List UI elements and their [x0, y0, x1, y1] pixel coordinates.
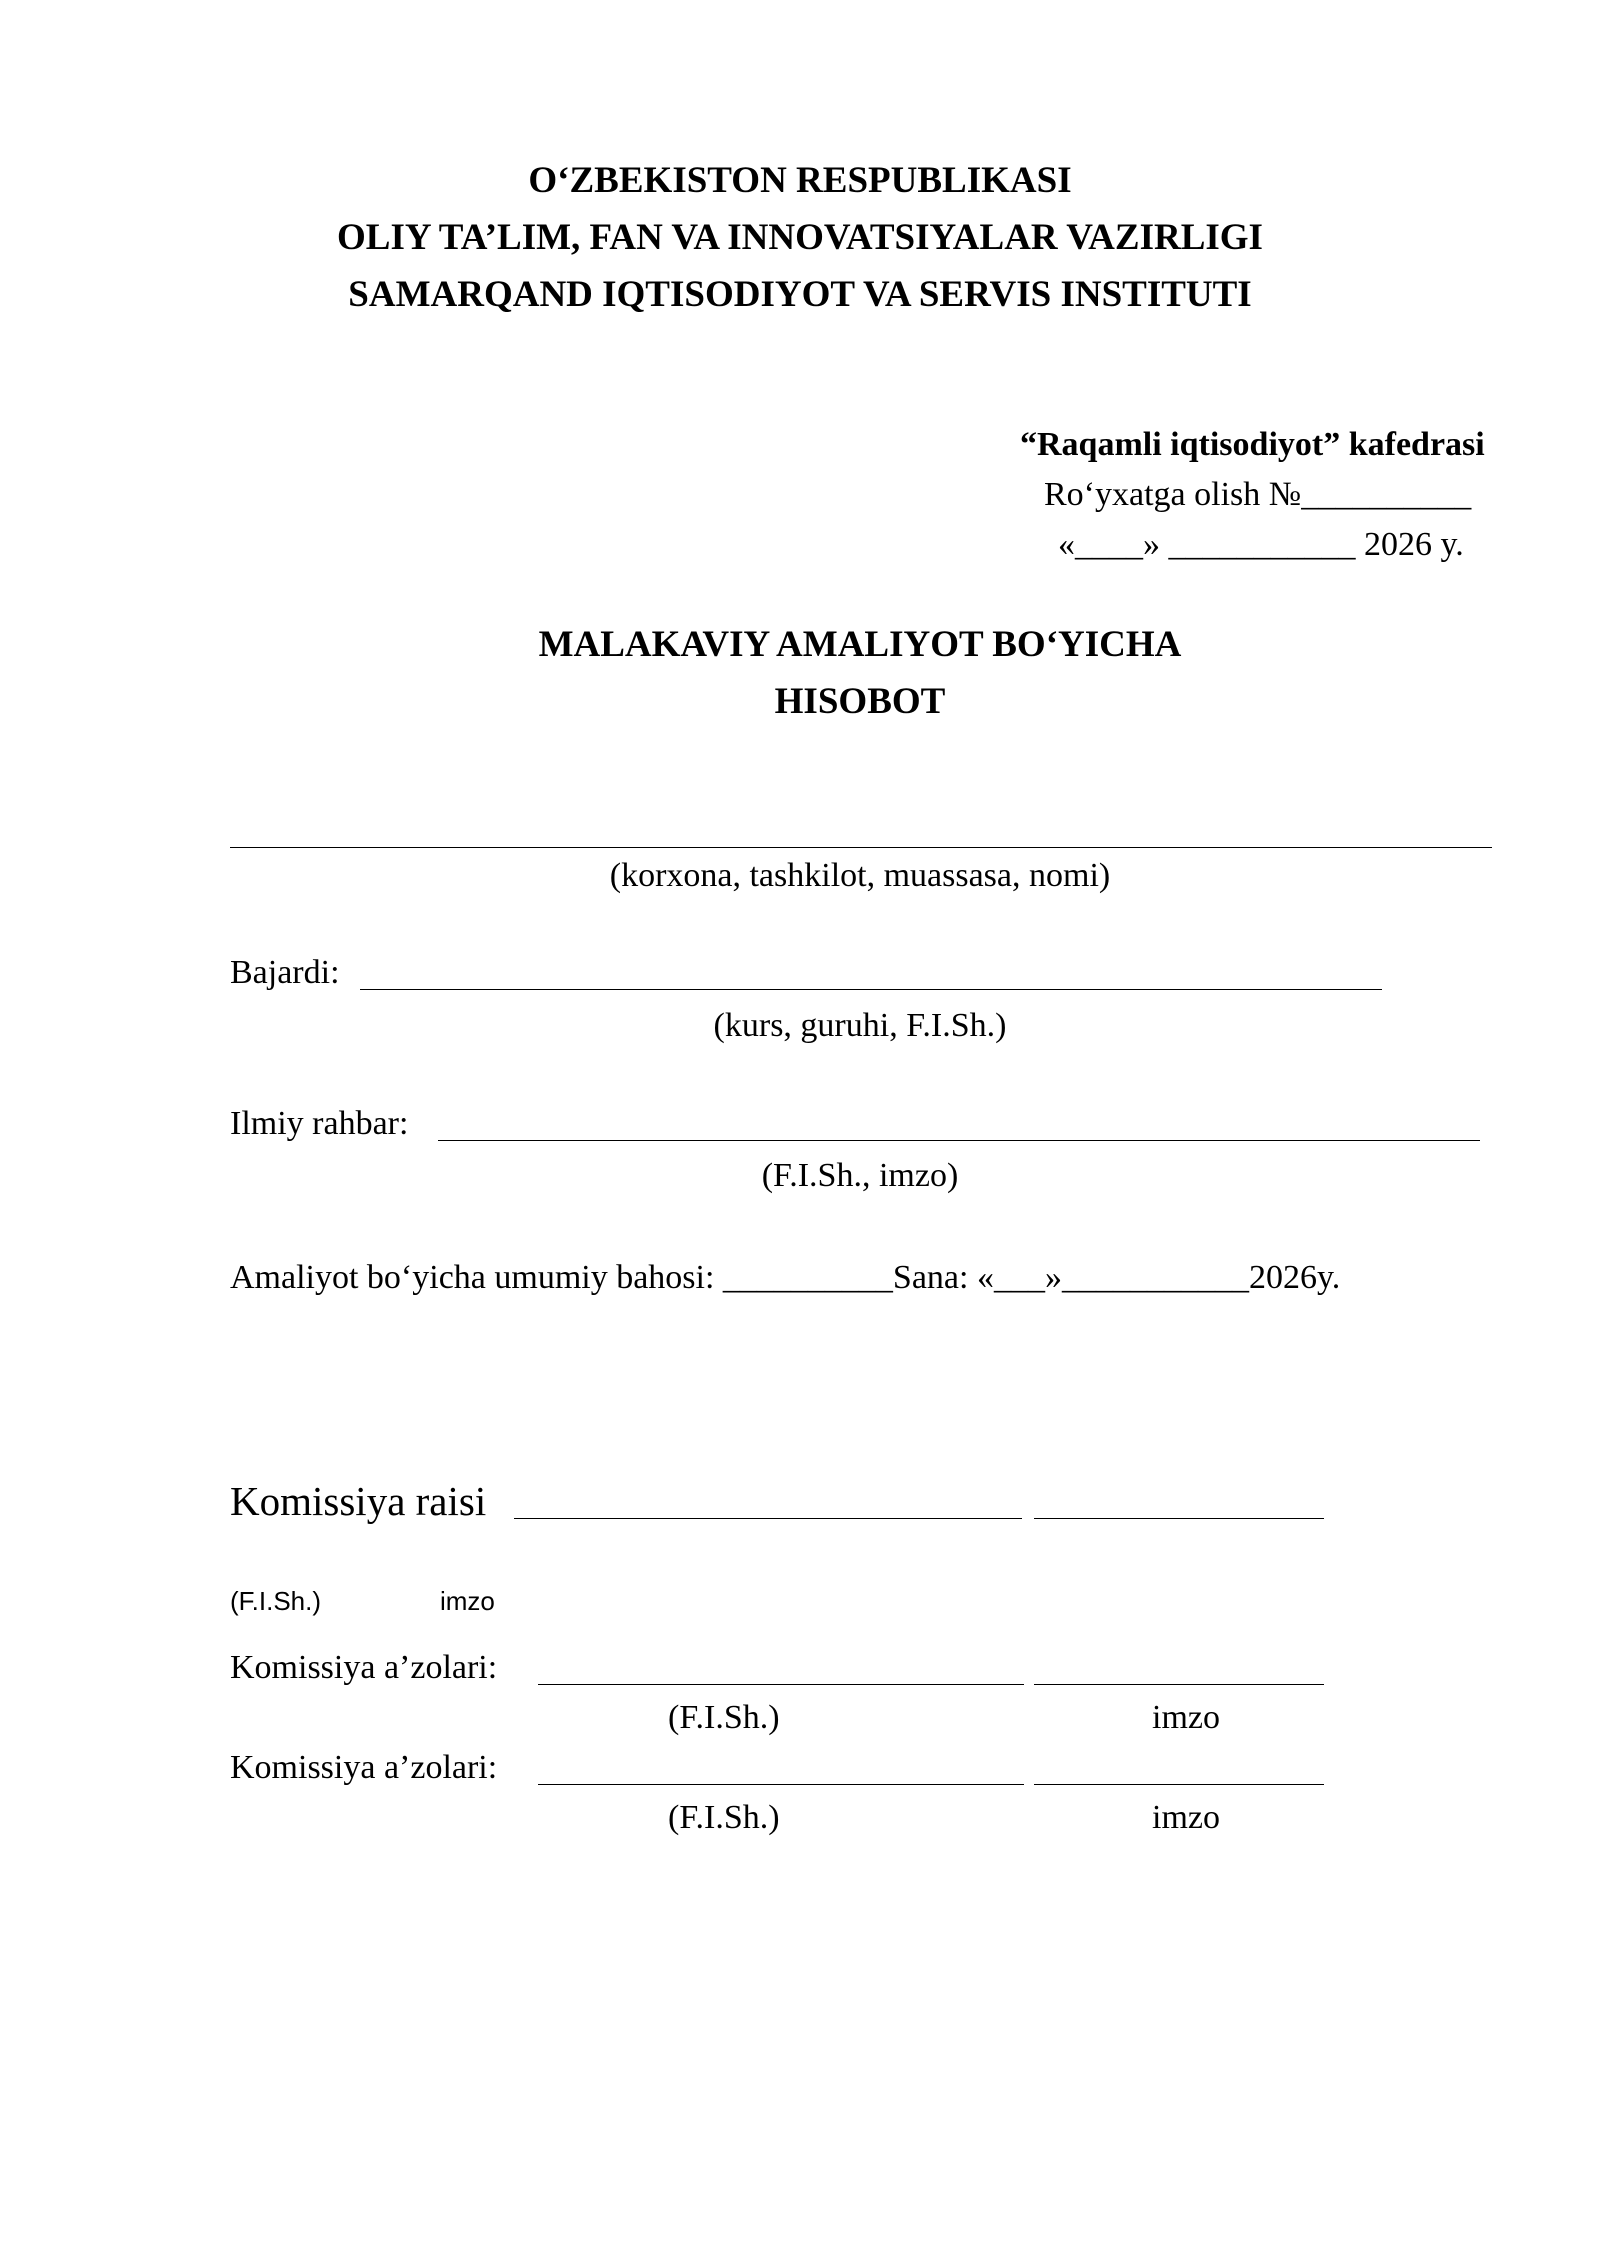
- performer-caption: (kurs, guruhi, F.I.Sh.): [713, 1007, 1007, 1044]
- commission-chair-sign-caption: imzo: [440, 1586, 495, 1616]
- organization-caption: (korxona, tashkilot, muassasa, nomi): [609, 857, 1111, 894]
- institution-header: [0, 152, 1600, 323]
- commission-member1-name-line[interactable]: [538, 1684, 1024, 1685]
- commission-chair-name-line[interactable]: [514, 1518, 1022, 1519]
- commission-member2-sign-line[interactable]: [1034, 1784, 1324, 1785]
- commission-member1-name-caption: (F.I.Sh.): [668, 1699, 780, 1736]
- supervisor-caption: (F.I.Sh., imzo): [761, 1157, 959, 1194]
- supervisor-line[interactable]: [438, 1140, 1480, 1141]
- registration-number: Ro‘yxatga olish №__________: [1044, 476, 1472, 513]
- header-country: O‘ZBEKISTON RESPUBLIKASI: [528, 160, 1072, 201]
- department-block: [1020, 420, 1540, 570]
- commission-member2-name-line[interactable]: [538, 1784, 1024, 1785]
- report-title-line2: HISOBOT: [774, 681, 946, 722]
- registration-date: «____» ___________ 2026 y.: [1058, 526, 1464, 563]
- header-institute: SAMARQAND IQTISODIYOT VA SERVIS INSTITUTI: [348, 274, 1252, 315]
- report-title-line1: MALAKAVIY AMALIYOT BO‘YICHA: [538, 624, 1182, 665]
- commission-member1-sign-caption: imzo: [1152, 1699, 1220, 1736]
- supervisor-label: Ilmiy rahbar:: [230, 1105, 417, 1142]
- organization-name-line[interactable]: [230, 847, 1492, 848]
- department-name: “Raqamli iqtisodiyot” kafedrasi: [1020, 426, 1485, 463]
- commission-member1-label: Komissiya a’zolari:: [230, 1649, 506, 1686]
- commission-member2-label: Komissiya a’zolari:: [230, 1749, 506, 1786]
- performer-line[interactable]: [360, 989, 1382, 990]
- header-ministry: OLIY TA’LIM, FAN VA INNOVATSIYALAR VAZIRLIGI: [337, 217, 1263, 258]
- commission-member1-sign-line[interactable]: [1034, 1684, 1324, 1685]
- commission-member2-name-caption: (F.I.Sh.): [668, 1799, 780, 1836]
- report-title: [0, 616, 1600, 730]
- grade-and-date: Amaliyot bo‘yicha umumiy bahosi: __________Sana: «___»___________2026y.: [230, 1259, 1341, 1296]
- commission-member2-sign-caption: imzo: [1152, 1799, 1220, 1836]
- performer-label: Bajardi:: [230, 954, 349, 991]
- commission-chair-label: Komissiya raisi: [230, 1478, 497, 1524]
- commission-chair-sign-line[interactable]: [1034, 1518, 1324, 1519]
- commission-chair-name-caption: (F.I.Sh.): [230, 1586, 322, 1616]
